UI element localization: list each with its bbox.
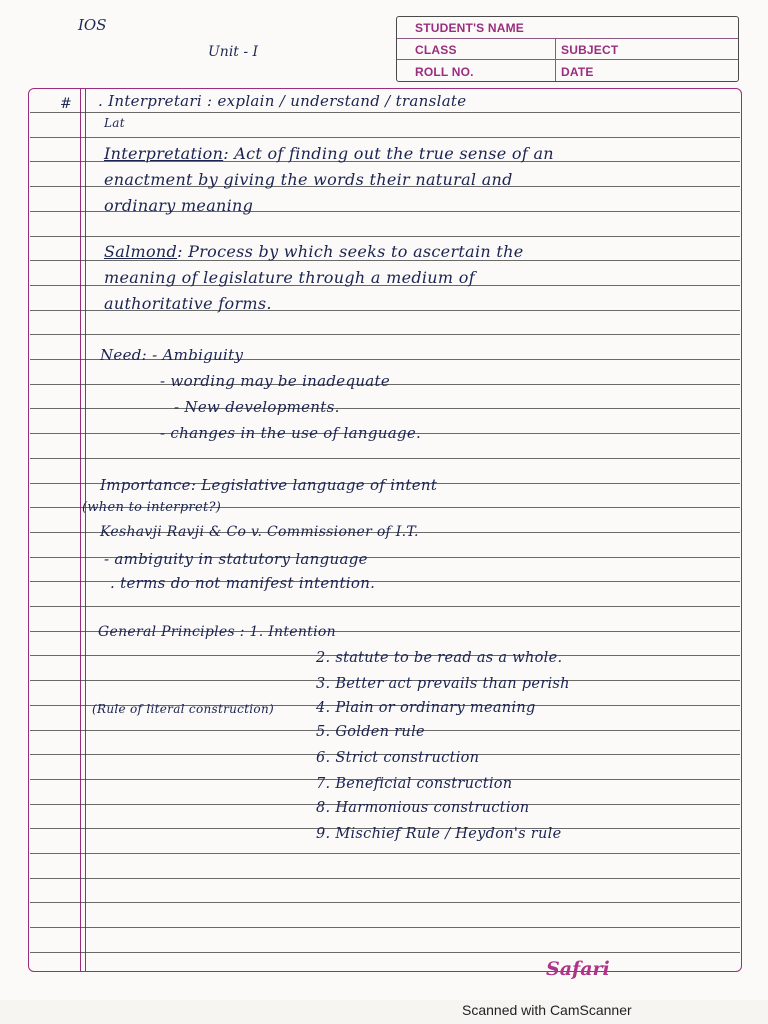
literal-rule-label: (Rule of literal construction) bbox=[92, 702, 274, 716]
subject-label: SUBJECT bbox=[561, 43, 619, 57]
definition-heading: Interpretation bbox=[104, 144, 224, 163]
salmond-heading: Salmond bbox=[104, 242, 178, 261]
note-lat: Lat bbox=[104, 116, 125, 130]
ruled-line bbox=[30, 408, 740, 409]
hash-mark: # bbox=[60, 96, 72, 112]
definition-line-3: ordinary meaning bbox=[104, 196, 254, 215]
margin-line bbox=[80, 88, 86, 972]
ruled-line bbox=[30, 952, 740, 953]
corner-note: IOS bbox=[78, 16, 107, 34]
need-label: Need: - Ambiguity bbox=[100, 346, 244, 364]
class-label: CLASS bbox=[415, 43, 457, 57]
student-name-label: STUDENT'S NAME bbox=[415, 21, 524, 35]
definition-text: : Act of finding out the true sense of an bbox=[223, 144, 554, 163]
ruled-line bbox=[30, 878, 740, 879]
when-to-interpret: (when to interpret?) bbox=[82, 500, 222, 515]
ruled-line bbox=[30, 902, 740, 903]
principle-3: 3. Better act prevails than perish bbox=[316, 676, 570, 692]
ruled-line bbox=[30, 458, 740, 459]
principle-6: 6. Strict construction bbox=[316, 750, 480, 766]
case-point-2: . terms do not manifest intention. bbox=[110, 574, 376, 592]
salmond-line-2: meaning of legislature through a medium of bbox=[104, 268, 475, 287]
ruled-line bbox=[30, 927, 740, 928]
scanner-watermark: Scanned with CamScanner bbox=[462, 1002, 632, 1018]
definition-line-1 bbox=[104, 144, 554, 163]
ruled-line bbox=[30, 334, 740, 335]
case-name: Keshavji Ravji & Co v. Commissioner of I.T. bbox=[100, 524, 419, 540]
need-item-2: - wording may be inadequate bbox=[160, 372, 391, 390]
principle-8: 8. Harmonious construction bbox=[316, 800, 530, 816]
ruled-line bbox=[30, 236, 740, 237]
date-label: DATE bbox=[561, 65, 594, 79]
case-point-1: - ambiguity in statutory language bbox=[104, 550, 368, 568]
ruled-line bbox=[30, 606, 740, 607]
importance-line: Importance: Legislative language of intent bbox=[100, 476, 438, 494]
salmond-line-3: authoritative forms. bbox=[104, 294, 272, 313]
notebook-brand-logo: Safari bbox=[546, 958, 610, 980]
ruled-line bbox=[30, 137, 740, 138]
roll-no-label: ROLL NO. bbox=[415, 65, 474, 79]
need-item-4: - changes in the use of language. bbox=[160, 424, 422, 442]
need-item-3: - New developments. bbox=[174, 398, 340, 416]
note-line-interpretari: . Interpretari : explain / understand / translate bbox=[98, 92, 467, 110]
principle-5: 5. Golden rule bbox=[316, 724, 425, 740]
principle-9: 9. Mischief Rule / Heydon's rule bbox=[316, 826, 562, 842]
ruled-line bbox=[30, 112, 740, 113]
salmond-text: : Process by which seeks to ascertain the bbox=[177, 242, 524, 261]
principle-4: 4. Plain or ordinary meaning bbox=[316, 700, 536, 716]
salmond-line-1 bbox=[104, 242, 523, 261]
student-info-box bbox=[396, 16, 739, 82]
ruled-line bbox=[30, 853, 740, 854]
principle-2: 2. statute to be read as a whole. bbox=[316, 650, 563, 666]
unit-title: Unit - I bbox=[208, 44, 259, 60]
definition-line-2: enactment by giving the words their natural and bbox=[104, 170, 513, 189]
info-column-divider bbox=[555, 39, 556, 81]
principle-7: 7. Beneficial construction bbox=[316, 776, 513, 792]
general-principles-label: General Principles : 1. Intention bbox=[98, 624, 336, 640]
